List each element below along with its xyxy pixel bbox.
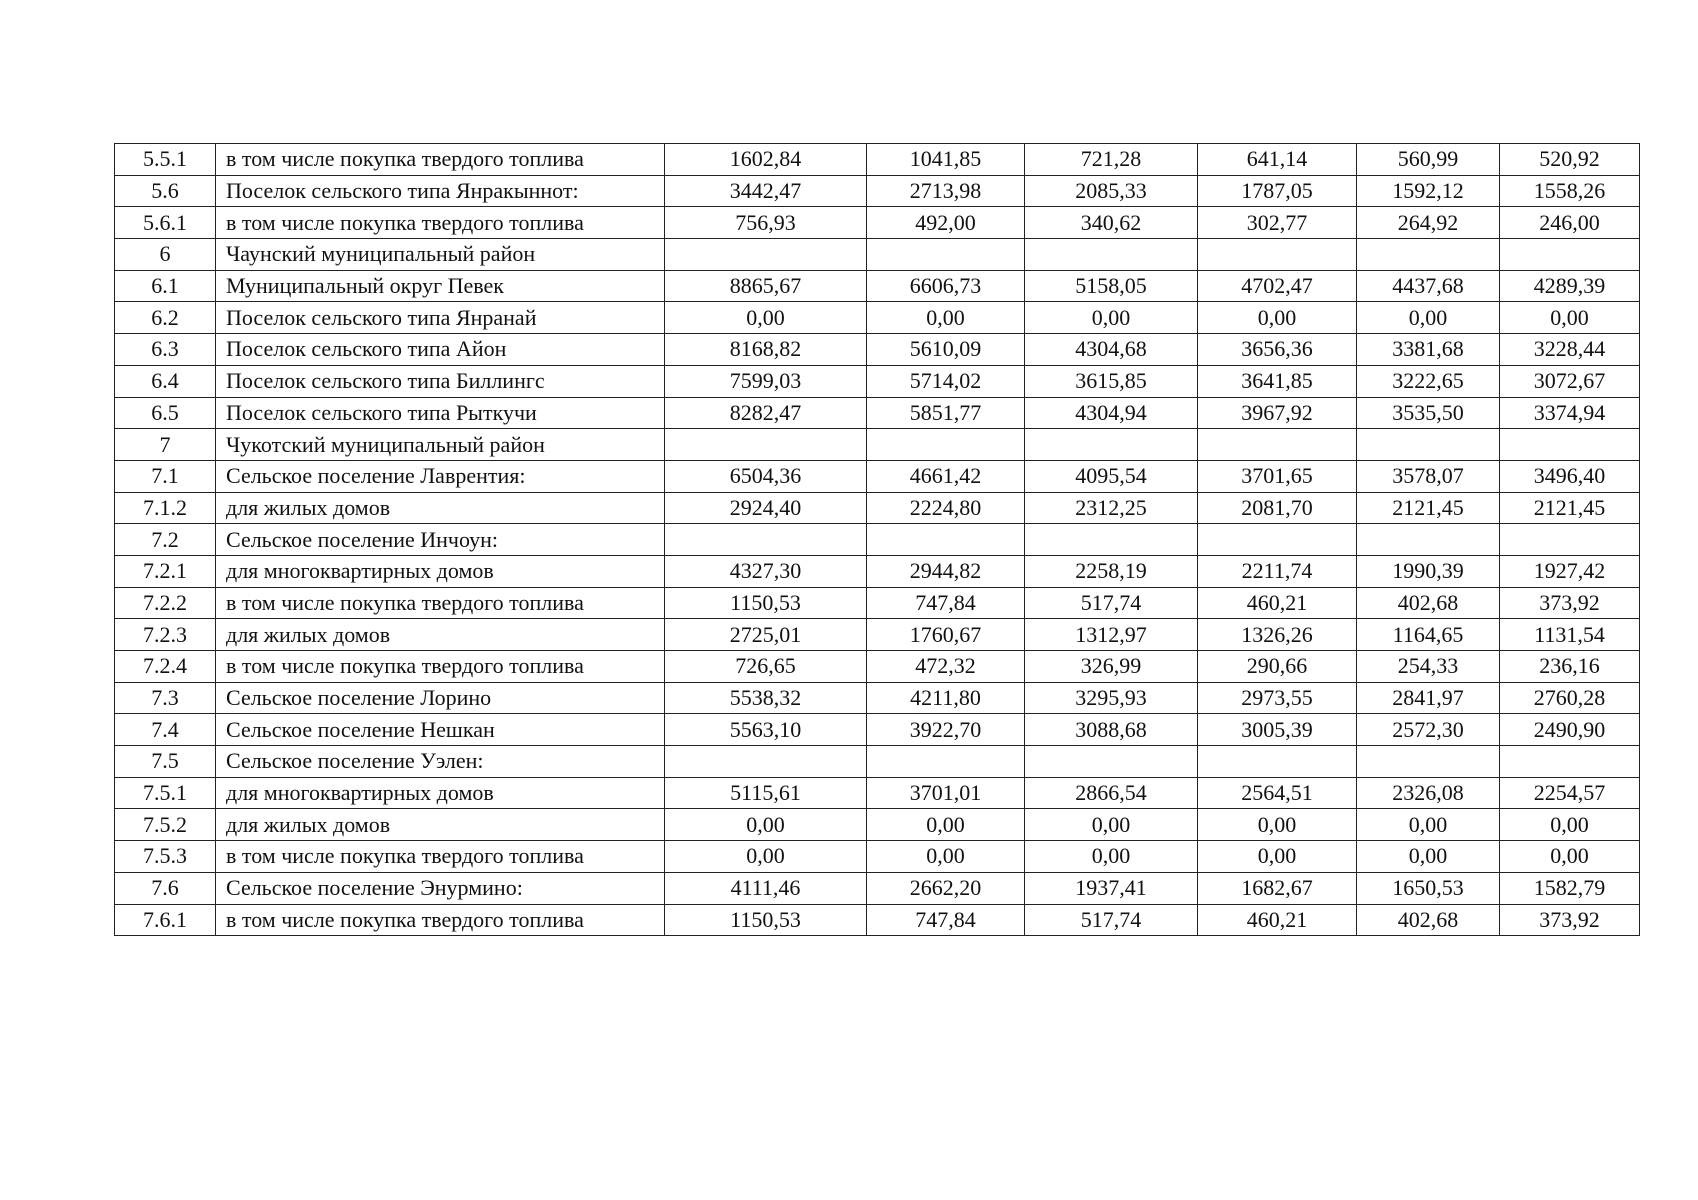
row-code: 7.3 <box>115 682 216 714</box>
value-cell: 1041,85 <box>867 144 1025 176</box>
value-cell: 3496,40 <box>1500 460 1640 492</box>
row-code: 7.5.3 <box>115 841 216 873</box>
value-cell: 0,00 <box>1025 302 1198 334</box>
value-cell <box>867 429 1025 461</box>
row-code: 6.2 <box>115 302 216 334</box>
value-cell: 2121,45 <box>1357 492 1500 524</box>
value-cell: 4437,68 <box>1357 270 1500 302</box>
value-cell: 3641,85 <box>1198 365 1357 397</box>
value-cell <box>1500 239 1640 271</box>
value-cell <box>1025 524 1198 556</box>
value-cell: 0,00 <box>1357 809 1500 841</box>
table-row <box>115 524 1640 556</box>
value-cell: 3381,68 <box>1357 334 1500 366</box>
value-cell <box>665 239 867 271</box>
row-name: Сельское поселение Энурмино: <box>216 872 665 904</box>
value-cell: 460,21 <box>1198 904 1357 936</box>
value-cell: 2490,90 <box>1500 714 1640 746</box>
value-cell: 6606,73 <box>867 270 1025 302</box>
value-cell: 2973,55 <box>1198 682 1357 714</box>
value-cell: 1937,41 <box>1025 872 1198 904</box>
table-row <box>115 270 1640 302</box>
row-name: для жилых домов <box>216 619 665 651</box>
table-row <box>115 904 1640 936</box>
value-cell <box>1500 524 1640 556</box>
value-cell: 0,00 <box>1357 302 1500 334</box>
value-cell: 3578,07 <box>1357 460 1500 492</box>
value-cell: 520,92 <box>1500 144 1640 176</box>
row-code: 6.1 <box>115 270 216 302</box>
value-cell <box>1198 524 1357 556</box>
value-cell: 3005,39 <box>1198 714 1357 746</box>
value-cell: 2725,01 <box>665 619 867 651</box>
value-cell: 302,77 <box>1198 207 1357 239</box>
table-row <box>115 714 1640 746</box>
row-code: 7.1 <box>115 460 216 492</box>
table-row <box>115 777 1640 809</box>
value-cell: 747,84 <box>867 587 1025 619</box>
value-cell: 326,99 <box>1025 651 1198 683</box>
value-cell: 2085,33 <box>1025 175 1198 207</box>
value-cell: 2760,28 <box>1500 682 1640 714</box>
value-cell: 1558,26 <box>1500 175 1640 207</box>
value-cell: 3615,85 <box>1025 365 1198 397</box>
value-cell: 264,92 <box>1357 207 1500 239</box>
table-row <box>115 872 1640 904</box>
row-name: Сельское поселение Лаврентия: <box>216 460 665 492</box>
value-cell: 1592,12 <box>1357 175 1500 207</box>
row-name: в том числе покупка твердого топлива <box>216 587 665 619</box>
value-cell: 0,00 <box>1025 809 1198 841</box>
value-cell: 0,00 <box>1500 302 1640 334</box>
row-code: 7.2.2 <box>115 587 216 619</box>
value-cell: 3967,92 <box>1198 397 1357 429</box>
row-code: 7.2.3 <box>115 619 216 651</box>
value-cell: 2924,40 <box>665 492 867 524</box>
value-cell: 3535,50 <box>1357 397 1500 429</box>
value-cell: 1602,84 <box>665 144 867 176</box>
row-name: Сельское поселение Инчоун: <box>216 524 665 556</box>
row-code: 7.5 <box>115 746 216 778</box>
value-cell: 340,62 <box>1025 207 1198 239</box>
row-code: 5.5.1 <box>115 144 216 176</box>
value-cell: 6504,36 <box>665 460 867 492</box>
value-cell: 5610,09 <box>867 334 1025 366</box>
row-name: Сельское поселение Лорино <box>216 682 665 714</box>
row-code: 7.6.1 <box>115 904 216 936</box>
value-cell: 0,00 <box>1500 841 1640 873</box>
value-cell: 254,33 <box>1357 651 1500 683</box>
row-code: 6 <box>115 239 216 271</box>
value-cell: 1164,65 <box>1357 619 1500 651</box>
value-cell <box>1198 746 1357 778</box>
value-cell: 3656,36 <box>1198 334 1357 366</box>
table-row <box>115 144 1640 176</box>
value-cell <box>665 429 867 461</box>
value-cell: 0,00 <box>867 841 1025 873</box>
value-cell: 0,00 <box>665 809 867 841</box>
value-cell: 5563,10 <box>665 714 867 746</box>
value-cell: 492,00 <box>867 207 1025 239</box>
value-cell: 3922,70 <box>867 714 1025 746</box>
value-cell: 721,28 <box>1025 144 1198 176</box>
value-cell: 2258,19 <box>1025 555 1198 587</box>
row-name: для многоквартирных домов <box>216 555 665 587</box>
row-code: 7.4 <box>115 714 216 746</box>
row-name: Сельское поселение Уэлен: <box>216 746 665 778</box>
row-name: для многоквартирных домов <box>216 777 665 809</box>
row-code: 7 <box>115 429 216 461</box>
value-cell: 4661,42 <box>867 460 1025 492</box>
value-cell: 1760,67 <box>867 619 1025 651</box>
value-cell: 4211,80 <box>867 682 1025 714</box>
value-cell: 2211,74 <box>1198 555 1357 587</box>
value-cell <box>1357 239 1500 271</box>
table-row <box>115 746 1640 778</box>
value-cell: 1312,97 <box>1025 619 1198 651</box>
value-cell: 1131,54 <box>1500 619 1640 651</box>
value-cell: 0,00 <box>1198 841 1357 873</box>
value-cell: 2866,54 <box>1025 777 1198 809</box>
value-cell: 0,00 <box>1198 302 1357 334</box>
row-name: Поселок сельского типа Янранай <box>216 302 665 334</box>
value-cell: 460,21 <box>1198 587 1357 619</box>
value-cell: 0,00 <box>867 809 1025 841</box>
value-cell: 402,68 <box>1357 587 1500 619</box>
value-cell: 5851,77 <box>867 397 1025 429</box>
table-row <box>115 334 1640 366</box>
value-cell: 4702,47 <box>1198 270 1357 302</box>
value-cell: 641,14 <box>1198 144 1357 176</box>
row-code: 5.6.1 <box>115 207 216 239</box>
value-cell: 7599,03 <box>665 365 867 397</box>
table-row <box>115 175 1640 207</box>
table-row <box>115 841 1640 873</box>
value-cell: 3701,65 <box>1198 460 1357 492</box>
row-code: 5.6 <box>115 175 216 207</box>
value-cell: 2564,51 <box>1198 777 1357 809</box>
row-name: в том числе покупка твердого топлива <box>216 904 665 936</box>
value-cell: 517,74 <box>1025 587 1198 619</box>
value-cell: 3701,01 <box>867 777 1025 809</box>
row-code: 6.5 <box>115 397 216 429</box>
value-cell: 4289,39 <box>1500 270 1640 302</box>
table-row <box>115 207 1640 239</box>
value-cell: 1650,53 <box>1357 872 1500 904</box>
value-cell: 0,00 <box>1357 841 1500 873</box>
value-cell <box>1025 429 1198 461</box>
value-cell <box>1198 429 1357 461</box>
value-cell: 1582,79 <box>1500 872 1640 904</box>
value-cell <box>867 746 1025 778</box>
value-cell: 8282,47 <box>665 397 867 429</box>
value-cell: 1990,39 <box>1357 555 1500 587</box>
row-name: Поселок сельского типа Айон <box>216 334 665 366</box>
value-cell: 4327,30 <box>665 555 867 587</box>
row-code: 7.6 <box>115 872 216 904</box>
row-name: в том числе покупка твердого топлива <box>216 207 665 239</box>
value-cell <box>1357 746 1500 778</box>
table-row <box>115 239 1640 271</box>
table-row <box>115 587 1640 619</box>
value-cell: 1927,42 <box>1500 555 1640 587</box>
value-cell: 756,93 <box>665 207 867 239</box>
row-code: 7.2 <box>115 524 216 556</box>
value-cell: 747,84 <box>867 904 1025 936</box>
table-row <box>115 492 1640 524</box>
value-cell: 5158,05 <box>1025 270 1198 302</box>
row-code: 6.3 <box>115 334 216 366</box>
row-code: 6.4 <box>115 365 216 397</box>
value-cell: 290,66 <box>1198 651 1357 683</box>
value-cell: 2572,30 <box>1357 714 1500 746</box>
value-cell: 0,00 <box>665 302 867 334</box>
row-name: Муниципальный округ Певек <box>216 270 665 302</box>
value-cell: 1326,26 <box>1198 619 1357 651</box>
value-cell <box>1198 239 1357 271</box>
row-code: 7.1.2 <box>115 492 216 524</box>
table-row <box>115 682 1640 714</box>
row-name: Чукотский муниципальный район <box>216 429 665 461</box>
value-cell <box>665 524 867 556</box>
value-cell: 1682,67 <box>1198 872 1357 904</box>
row-name: для жилых домов <box>216 809 665 841</box>
value-cell: 402,68 <box>1357 904 1500 936</box>
table-row <box>115 429 1640 461</box>
tariff-table <box>114 143 1640 936</box>
row-code: 7.5.1 <box>115 777 216 809</box>
value-cell: 3088,68 <box>1025 714 1198 746</box>
table-row <box>115 397 1640 429</box>
value-cell: 472,32 <box>867 651 1025 683</box>
table-row <box>115 651 1640 683</box>
value-cell: 3072,67 <box>1500 365 1640 397</box>
value-cell: 3228,44 <box>1500 334 1640 366</box>
table-row <box>115 809 1640 841</box>
value-cell: 2713,98 <box>867 175 1025 207</box>
value-cell: 517,74 <box>1025 904 1198 936</box>
value-cell: 4095,54 <box>1025 460 1198 492</box>
value-cell: 0,00 <box>1025 841 1198 873</box>
value-cell: 8865,67 <box>665 270 867 302</box>
value-cell: 3442,47 <box>665 175 867 207</box>
value-cell: 4304,68 <box>1025 334 1198 366</box>
value-cell: 5115,61 <box>665 777 867 809</box>
value-cell: 2841,97 <box>1357 682 1500 714</box>
value-cell <box>867 239 1025 271</box>
value-cell: 373,92 <box>1500 904 1640 936</box>
row-code: 7.2.1 <box>115 555 216 587</box>
row-name: в том числе покупка твердого топлива <box>216 144 665 176</box>
value-cell: 3374,94 <box>1500 397 1640 429</box>
table-row <box>115 460 1640 492</box>
value-cell: 560,99 <box>1357 144 1500 176</box>
row-name: для жилых домов <box>216 492 665 524</box>
value-cell <box>1025 239 1198 271</box>
value-cell: 2312,25 <box>1025 492 1198 524</box>
table-row <box>115 555 1640 587</box>
value-cell: 5714,02 <box>867 365 1025 397</box>
value-cell: 373,92 <box>1500 587 1640 619</box>
value-cell: 236,16 <box>1500 651 1640 683</box>
value-cell <box>1500 746 1640 778</box>
value-cell: 3222,65 <box>1357 365 1500 397</box>
value-cell <box>1357 429 1500 461</box>
value-cell: 0,00 <box>665 841 867 873</box>
row-name: в том числе покупка твердого топлива <box>216 841 665 873</box>
row-name: Чаунский муниципальный район <box>216 239 665 271</box>
value-cell: 3295,93 <box>1025 682 1198 714</box>
value-cell: 246,00 <box>1500 207 1640 239</box>
table-row <box>115 619 1640 651</box>
value-cell: 2944,82 <box>867 555 1025 587</box>
value-cell <box>867 524 1025 556</box>
value-cell: 8168,82 <box>665 334 867 366</box>
value-cell: 2254,57 <box>1500 777 1640 809</box>
row-name: в том числе покупка твердого топлива <box>216 651 665 683</box>
row-code: 7.5.2 <box>115 809 216 841</box>
value-cell: 0,00 <box>867 302 1025 334</box>
row-name: Поселок сельского типа Биллингс <box>216 365 665 397</box>
table-row <box>115 302 1640 334</box>
value-cell: 1787,05 <box>1198 175 1357 207</box>
value-cell: 5538,32 <box>665 682 867 714</box>
value-cell <box>665 746 867 778</box>
value-cell: 0,00 <box>1198 809 1357 841</box>
value-cell: 2662,20 <box>867 872 1025 904</box>
value-cell: 4111,46 <box>665 872 867 904</box>
row-name: Поселок сельского типа Рыткучи <box>216 397 665 429</box>
value-cell <box>1500 429 1640 461</box>
table-row <box>115 365 1640 397</box>
value-cell: 1150,53 <box>665 904 867 936</box>
row-name: Поселок сельского типа Янракыннот: <box>216 175 665 207</box>
value-cell <box>1357 524 1500 556</box>
value-cell: 2081,70 <box>1198 492 1357 524</box>
value-cell: 1150,53 <box>665 587 867 619</box>
value-cell: 2224,80 <box>867 492 1025 524</box>
value-cell: 2121,45 <box>1500 492 1640 524</box>
value-cell <box>1025 746 1198 778</box>
value-cell: 0,00 <box>1500 809 1640 841</box>
row-name: Сельское поселение Нешкан <box>216 714 665 746</box>
value-cell: 726,65 <box>665 651 867 683</box>
value-cell: 4304,94 <box>1025 397 1198 429</box>
row-code: 7.2.4 <box>115 651 216 683</box>
value-cell: 2326,08 <box>1357 777 1500 809</box>
table-body <box>115 144 1640 936</box>
